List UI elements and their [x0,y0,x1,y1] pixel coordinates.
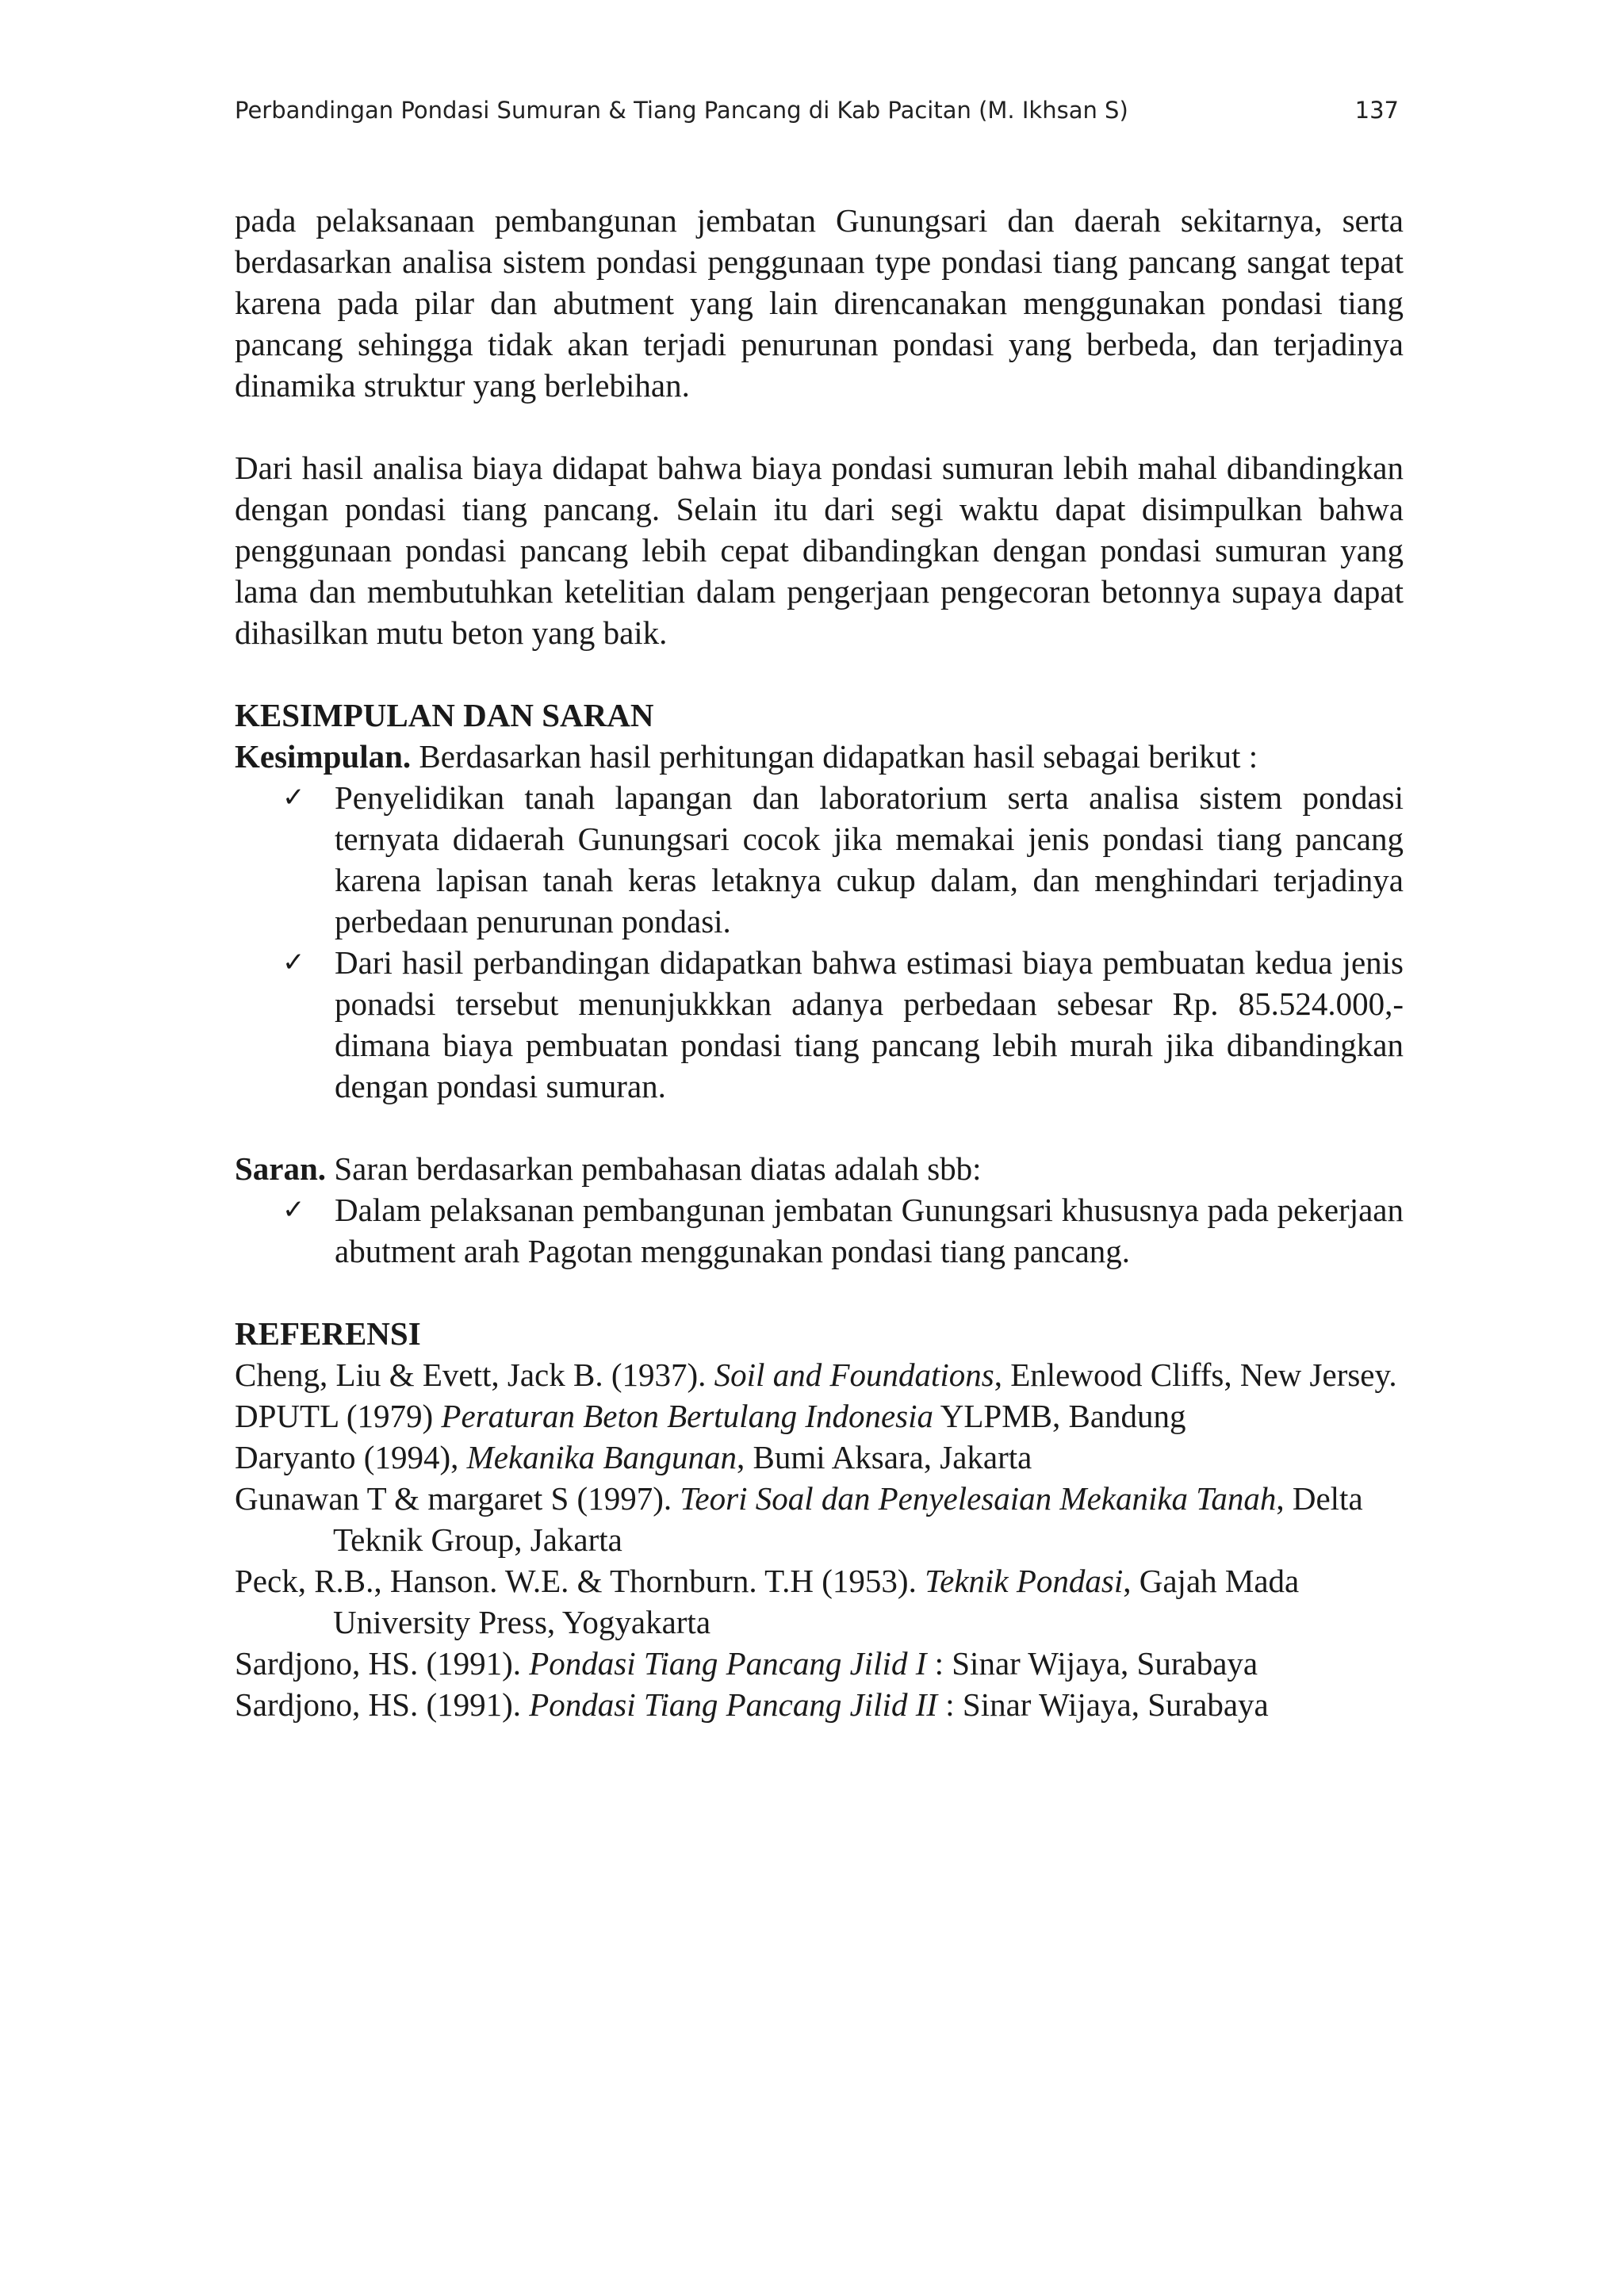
running-title: Perbandingan Pondasi Sumuran & Tiang Pancang di Kab Pacitan (M. Ikhsan S) [235,97,1128,124]
list-item-text: Dari hasil perbandingan didapatkan bahwa estimasi biaya pembuatan kedua jenis ponadsi tersebut menunjukkkan adanya perbedaan sebesar Rp. 85.524.000,- dimana biaya pembuatan pondasi tiang pancang lebih murah jika dibandingkan dengan pondasi sumuran. [335,944,1404,1104]
reference-publisher: YLPMB, Bandung [933,1398,1186,1434]
suggestion-list [235,1189,1404,1272]
reference-publisher: : Sinar Wijaya, Surabaya [937,1686,1269,1723]
reference-publisher: , Gajah Mada University Press, Yogyakarta [333,1563,1300,1640]
reference-title: Teori Soal dan Penyelesaian Mekanika Tanah [680,1480,1277,1517]
body-paragraph: pada pelaksanaan pembangunan jembatan Gunungsari dan daerah sekitarnya, serta berdasarkan analisa sistem pondasi penggunaan type pondasi tiang pancang sangat tepat karena pada pilar dan abutment yang lain direncanakan menggunakan pondasi tiang pancang sehingga tidak akan terjadi penurunan pondasi yang berbeda, dan terjadinya dinamika struktur yang berlebihan. [235,202,1404,404]
conclusion-intro [235,736,1404,777]
list-item [235,777,1404,942]
reference-publisher: , Enlewood Cliffs, New Jersey. [994,1357,1397,1393]
reference-title: Pondasi Tiang Pancang Jilid I [529,1645,927,1682]
conclusion-lead: Kesimpulan. [235,738,412,775]
checkmark-icon: ✓ [282,1194,305,1226]
reference-title: Pondasi Tiang Pancang Jilid II [529,1686,938,1723]
reference-publisher: : Sinar Wijaya, Surabaya [926,1645,1258,1682]
body-paragraph: Dari hasil analisa biaya didapat bahwa biaya pondasi sumuran lebih mahal dibandingkan dengan pondasi tiang pancang. Selain itu dari segi waktu dapat disimpulkan bahwa penggunaan pondasi pancang lebih cepat dibandingkan dengan pondasi sumuran yang lama dan membutuhkan ketelitian dalam pengerjaan pengecoran betonnya supaya dapat dihasilkan mutu beton yang baik. [235,450,1404,651]
reference-item [235,1560,1404,1643]
reference-item [235,1684,1404,1725]
page-number: 137 [1354,97,1399,124]
list-item-text: Dalam pelaksanan pembangunan jembatan Gunungsari khususnya pada pekerjaan abutment arah Pagotan menggunakan pondasi tiang pancang. [335,1192,1404,1269]
reference-item [235,1395,1404,1437]
section-heading-conclusion: KESIMPULAN DAN SARAN [235,697,654,733]
reference-item [235,1478,1404,1560]
paragraph-gap [235,406,1404,447]
checkmark-icon: ✓ [282,947,305,978]
section-heading-references: REFERENSI [235,1315,421,1352]
reference-authors: Cheng, Liu & Evett, Jack B. (1937). [235,1357,714,1393]
conclusion-list [235,777,1404,1107]
reference-title: Soil and Foundations [714,1357,994,1393]
reference-authors: Sardjono, HS. (1991). [235,1686,530,1723]
reference-item [235,1354,1404,1395]
paragraph-gap [235,653,1404,695]
reference-authors: Peck, R.B., Hanson. W.E. & Thornburn. T.H (1953). [235,1563,925,1599]
conclusion-intro-text: Berdasarkan hasil perhitungan didapatkan hasil sebagai berikut : [411,738,1258,775]
list-item [235,1189,1404,1272]
reference-item [235,1437,1404,1478]
list-item-text: Penyelidikan tanah lapangan dan laboratorium serta analisa sistem pondasi ternyata didaerah Gunungsari cocok jika memakai jenis pondasi tiang pancang karena lapisan tanah keras letaknya cukup dalam, dan menghindari terjadinya perbedaan penurunan pondasi. [335,779,1404,939]
reference-authors: Daryanto (1994), [235,1439,467,1475]
suggestion-intro-text: Saran berdasarkan pembahasan diatas adalah sbb: [326,1150,982,1187]
reference-title: Teknik Pondasi [925,1563,1124,1599]
reference-publisher: , Delta Teknik Group, Jakarta [333,1480,1363,1558]
paragraph-gap [235,1272,1404,1313]
reference-publisher: , Bumi Aksara, Jakarta [737,1439,1032,1475]
reference-item [235,1643,1404,1684]
list-item [235,942,1404,1107]
page-body [235,200,1404,1725]
reference-title: Peraturan Beton Bertulang Indonesia [441,1398,934,1434]
running-header [235,97,1402,136]
suggestion-lead: Saran. [235,1150,327,1187]
reference-list [235,1354,1404,1725]
checkmark-icon: ✓ [282,782,305,813]
suggestion-intro [235,1148,1404,1189]
reference-authors: DPUTL (1979) [235,1398,442,1434]
reference-title: Mekanika Bangunan [466,1439,737,1475]
reference-authors: Gunawan T & margaret S (1997). [235,1480,680,1517]
reference-authors: Sardjono, HS. (1991). [235,1645,530,1682]
paragraph-gap [235,1107,1404,1148]
